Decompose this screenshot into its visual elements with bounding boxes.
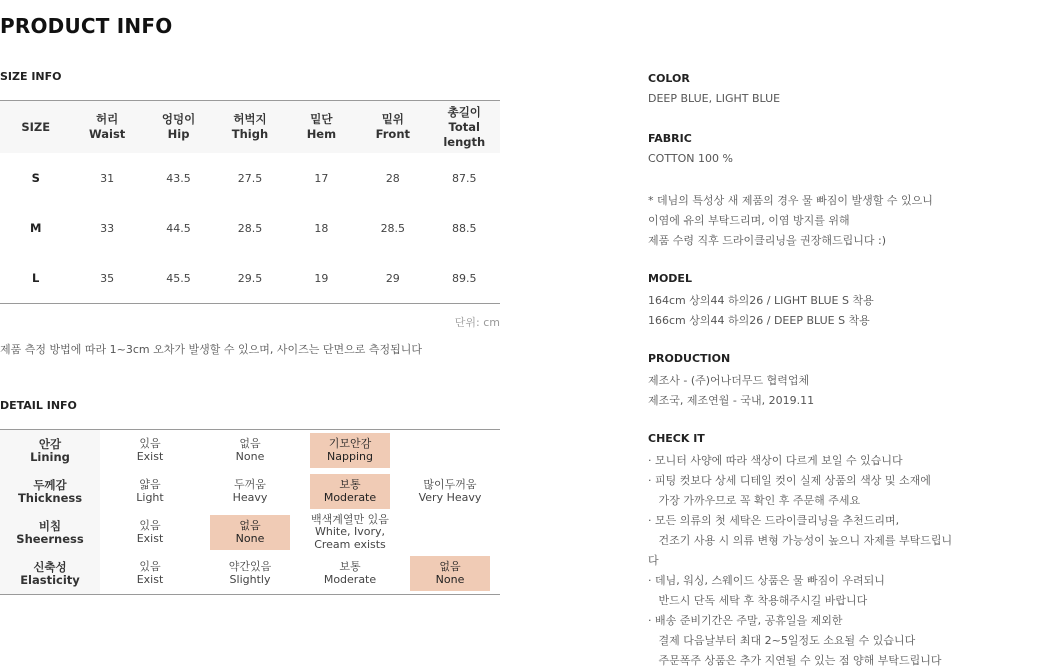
header-label-ko: 허벅지 <box>233 112 267 126</box>
option-label-ko: 없음 <box>239 437 261 450</box>
detail-option <box>300 430 400 471</box>
size-cell: M <box>29 221 42 235</box>
checkit-label: CHECK IT <box>648 432 705 445</box>
header-label-en: Thigh <box>231 127 269 141</box>
option-label-en: Moderate <box>323 490 377 504</box>
table-cell: 27.5 <box>237 171 263 185</box>
detail-row-header <box>0 553 100 594</box>
detail-table <box>0 429 500 595</box>
table-cell: 87.5 <box>452 171 477 185</box>
option-label-en: Moderate <box>323 572 377 586</box>
detail-option <box>100 471 200 512</box>
option-label-en: Napping <box>327 449 373 463</box>
table-cell: 44.5 <box>166 221 191 235</box>
fabric-note: * 데님의 특성상 새 제품의 경우 물 빠짐이 발생할 수 있으니 <box>648 194 933 207</box>
checkit-line: · 모니터 사양에 따라 색상이 다르게 보일 수 있습니다 <box>648 454 903 467</box>
option-label-en: Slightly <box>229 572 271 586</box>
header-label-en: Waist <box>88 127 126 141</box>
header-label-ko: 허리 <box>96 112 119 126</box>
option-box <box>110 515 190 550</box>
header-label-en: Hem <box>306 127 337 141</box>
detail-info-label: DETAIL INFO <box>0 399 77 412</box>
detail-row-header <box>0 430 100 471</box>
model-label: MODEL <box>648 272 692 285</box>
option-box <box>110 556 190 591</box>
option-label-ko: 두꺼움 <box>234 478 266 491</box>
size-table-header-row <box>0 101 500 154</box>
detail-row-label-ko: 두께감 <box>33 477 67 492</box>
detail-option <box>100 553 200 594</box>
option-box-selected <box>210 515 290 550</box>
detail-row-label-ko: 안감 <box>38 436 62 451</box>
unit-note: 단위: cm <box>454 316 500 329</box>
detail-option-empty <box>400 512 500 553</box>
header-label-ko: 엉덩이 <box>161 112 196 126</box>
table-cell: 88.5 <box>452 221 477 235</box>
detail-row-thickness <box>0 471 500 512</box>
header-total-length <box>429 101 500 154</box>
model-line: 166cm 상의44 하의26 / DEEP BLUE S 착용 <box>648 314 870 327</box>
table-row <box>0 253 500 304</box>
detail-row-label-ko: 신축성 <box>33 559 67 574</box>
table-cell: 43.5 <box>166 171 191 185</box>
table-cell: 35 <box>100 271 115 285</box>
page-title: PRODUCT INFO <box>0 14 173 38</box>
option-label-en: Exist <box>136 572 164 586</box>
model-line: 164cm 상의44 하의26 / LIGHT BLUE S 착용 <box>648 294 874 307</box>
size-info-label: SIZE INFO <box>0 70 62 83</box>
detail-option <box>300 553 400 594</box>
option-box <box>410 474 490 509</box>
option-box <box>110 433 190 468</box>
option-label-ko: 많이두꺼움 <box>423 478 477 491</box>
fabric-note: 이염에 유의 부탁드리며, 이염 방지를 위해 <box>648 214 850 227</box>
header-label-ko: 밑단 <box>310 112 333 126</box>
header-hem <box>286 101 357 154</box>
checkit-line: 다 <box>648 554 659 567</box>
detail-row-header <box>0 512 100 553</box>
table-row <box>0 153 500 203</box>
option-label-ko: 보통 <box>339 478 361 491</box>
table-row <box>0 203 500 253</box>
detail-row-lining <box>0 430 500 471</box>
header-front <box>357 101 428 154</box>
color-label: COLOR <box>648 72 690 85</box>
detail-option <box>400 553 500 594</box>
detail-option <box>200 430 300 471</box>
option-label-ko: 얇음 <box>139 478 161 491</box>
detail-row-label-en: Sheerness <box>16 531 84 546</box>
checkit-line: · 배송 준비기간은 주말, 공휴일을 제외한 <box>648 614 843 627</box>
header-label-en: Front <box>375 127 411 141</box>
option-box <box>210 474 290 509</box>
detail-row-elasticity <box>0 553 500 594</box>
option-label-en: None <box>235 531 265 545</box>
header-waist <box>71 101 142 154</box>
detail-option <box>300 512 400 553</box>
checkit-line: · 피팅 컷보다 상세 디테일 컷이 실제 상품의 색상 및 소재에 <box>648 474 931 487</box>
option-box <box>302 512 398 551</box>
size-table <box>0 100 500 304</box>
detail-row-label-en: Elasticity <box>20 572 80 587</box>
header-hip <box>143 101 214 154</box>
detail-row-sheerness <box>0 512 500 553</box>
option-label-en: White, Ivory, <box>315 525 385 539</box>
table-cell: 29 <box>385 271 400 285</box>
detail-option <box>200 553 300 594</box>
checkit-line: 반드시 단독 세탁 후 착용해주시길 바랍니다 <box>648 594 868 607</box>
detail-option <box>400 471 500 512</box>
table-cell: 31 <box>100 171 115 185</box>
checkit-line: · 모든 의류의 첫 세탁은 드라이클리닝을 추천드리며, <box>648 514 900 527</box>
checkit-line: · 데님, 워싱, 스웨이드 상품은 물 빠짐이 우려되니 <box>648 574 885 587</box>
detail-row-label-en: Lining <box>30 449 70 464</box>
option-label-ko: 약간있음 <box>228 560 272 573</box>
detail-option <box>300 471 400 512</box>
header-label-ko: 총길이 <box>447 104 481 119</box>
detail-row-label-en: Thickness <box>17 490 83 505</box>
table-cell: 28.5 <box>380 221 406 235</box>
option-label-ko: 있음 <box>139 560 161 573</box>
option-label-en: Very Heavy <box>418 490 482 504</box>
table-cell: 28.5 <box>237 221 263 235</box>
option-label-en: Heavy <box>232 490 268 504</box>
checkit-line: 주문폭주 상품은 추가 지연될 수 있는 점 양해 부탁드립니다 <box>648 654 942 667</box>
detail-row-label-ko: 비침 <box>38 518 62 533</box>
header-thigh <box>214 101 285 154</box>
header-label-en: Hip <box>167 127 190 141</box>
table-cell: 45.5 <box>166 271 191 285</box>
detail-row-header <box>0 471 100 512</box>
detail-option <box>100 512 200 553</box>
header-label-en: Total length <box>443 119 486 149</box>
option-label-ko: 있음 <box>139 519 161 532</box>
option-label-ko: 없음 <box>439 560 461 573</box>
option-label-ko: 기모안감 <box>328 437 372 450</box>
table-cell: 29.5 <box>237 271 263 285</box>
detail-option <box>200 471 300 512</box>
option-label-en: Light <box>136 490 164 504</box>
header-label-ko: 밑위 <box>381 112 404 126</box>
size-cell: L <box>32 271 40 285</box>
option-label-en: None <box>435 572 465 586</box>
table-cell: 89.5 <box>452 271 477 285</box>
table-cell: 28 <box>385 171 400 185</box>
color-value: DEEP BLUE, LIGHT BLUE <box>648 92 781 105</box>
detail-option-empty <box>400 430 500 471</box>
fabric-label: FABRIC <box>648 132 692 145</box>
option-label-ko: 없음 <box>239 519 261 532</box>
option-box-selected <box>310 474 390 509</box>
table-cell: 17 <box>314 171 329 185</box>
detail-option <box>200 512 300 553</box>
production-line: 제조사 - (주)어나더무드 협력업체 <box>648 374 810 387</box>
table-cell: 19 <box>314 271 329 285</box>
fabric-value: COTTON 100 % <box>648 152 733 165</box>
option-label-ko: 보통 <box>339 560 361 573</box>
production-line: 제조국, 제조연월 - 국내, 2019.11 <box>648 394 815 407</box>
fabric-note: 제품 수령 직후 드라이클리닝을 권장해드립니다 :) <box>648 234 886 247</box>
checkit-line: 가장 가까우므로 꼭 확인 후 주문해 주세요 <box>648 494 861 507</box>
option-label-en: None <box>235 449 265 463</box>
option-label-en: Cream exists <box>314 537 386 551</box>
option-box <box>110 474 190 509</box>
measure-note: 제품 측정 방법에 따라 1~3cm 오차가 발생할 수 있으며, 사이즈는 단면으로 측정됩니다 <box>0 343 422 356</box>
checkit-line: 결제 다음날부터 최대 2~5일정도 소요될 수 있습니다 <box>648 634 916 647</box>
production-label: PRODUCTION <box>648 352 731 365</box>
option-label-en: Exist <box>136 449 164 463</box>
size-cell: S <box>31 171 40 185</box>
table-cell: 33 <box>100 221 115 235</box>
option-box-selected <box>310 433 390 468</box>
detail-option <box>100 430 200 471</box>
table-cell: 18 <box>314 221 329 235</box>
option-box <box>310 556 390 591</box>
option-box-selected <box>410 556 490 591</box>
header-label: SIZE <box>21 119 51 134</box>
header-size <box>0 101 71 154</box>
option-box <box>210 556 290 591</box>
option-label-en: Exist <box>136 531 164 545</box>
option-box <box>210 433 290 468</box>
checkit-line: 건조기 사용 시 의류 변형 가능성이 높으니 자제를 부탁드립니 <box>648 534 953 547</box>
option-label-ko: 있음 <box>139 437 161 450</box>
option-label-ko: 백색계열만 있음 <box>311 512 389 526</box>
